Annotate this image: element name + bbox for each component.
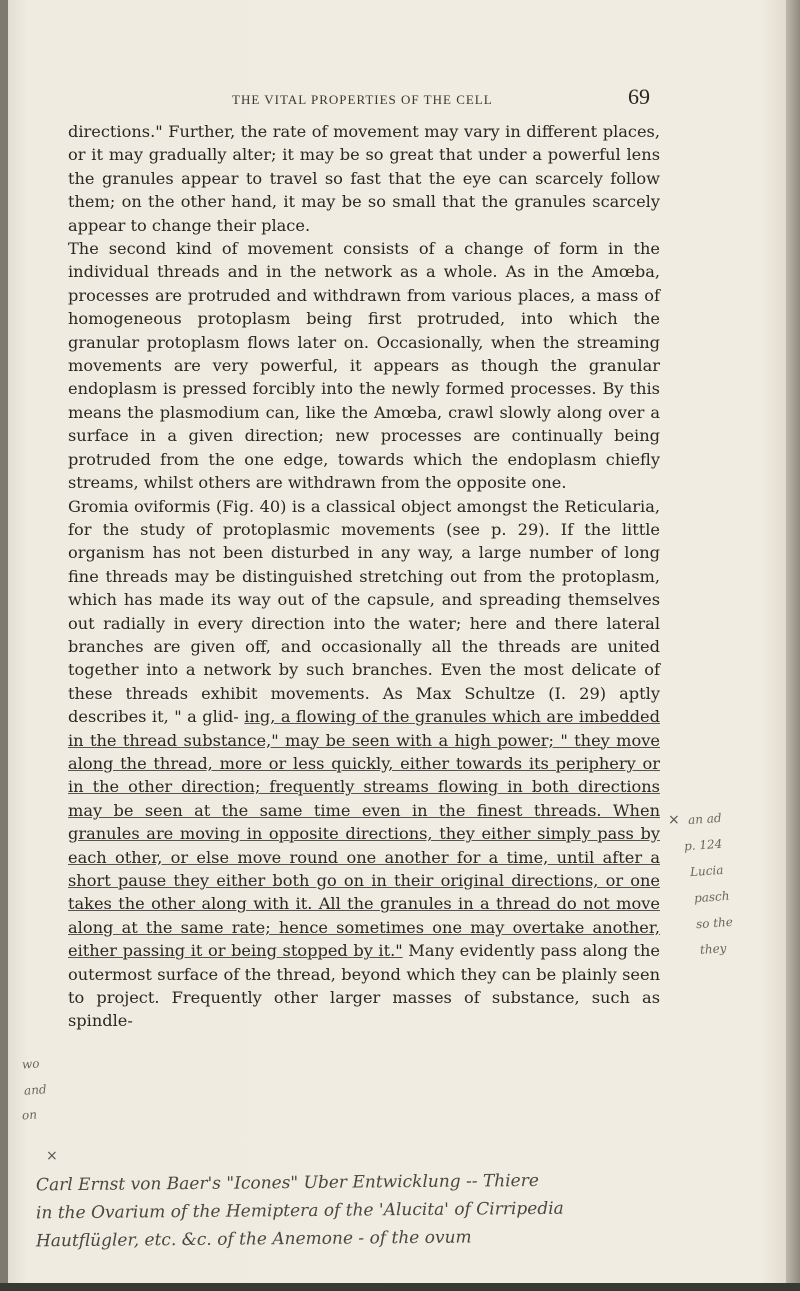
- margin-note: p. 124: [683, 836, 723, 854]
- page-bottom-edge: [0, 1283, 800, 1291]
- margin-note: Lucia: [689, 862, 724, 880]
- margin-note: and: [23, 1082, 48, 1098]
- handwritten-line: Hautflügler, etc. &c. of the Anemone - of the ovum: [35, 1227, 472, 1252]
- cross-mark-icon: ×: [668, 812, 680, 828]
- margin-note: wo: [21, 1056, 40, 1072]
- paragraph-3-underlined-quote: ing, a flowing of the granules which are imbedded in the thread substance," may be seen with a high power; " they move along the thread, more or less quickly, either towards its periphery or in the other direction; frequently streams flowing in both directions may be seen at the same time even in the finest threads. When granules are moving in opposite directions, they either simply pass by each other, or else move round one another for a time, until after a short pause they either both go on in their original directions, or one takes the other along with it. All the granules in a thread do not move along at the same rate; hence sometimes one may overtake another, either passing it or being stopped by it.": [68, 707, 660, 961]
- margin-note: an ad: [687, 810, 722, 828]
- margin-note: pasch: [693, 888, 730, 906]
- paragraph-1: directions." Further, the rate of movement may vary in different places, or it may gradually alter; it may be so great that under a powerful lens the granules appear to travel so fast that the eye can scarcely follow them; on the other hand, it may be so small that the granules scarcely appear to change their place.: [68, 122, 660, 235]
- paragraph-3-start: Gromia oviformis (Fig. 40) is a classical object amongst the Reticularia, for the study of protoplasmic movements (see p. 29). If the little organism has not been disturbed in any way, a large number of long fine threads may be distinguished stretching out from the protoplasm, which has made its way out of the capsule, and spreading themselves out radially in every direction into the water; here and there lateral branches are given off, and occasionally all the threads are united together into a network by such branches. Even the most delicate of these threads exhibit movements. As Max Schultze (I. 29) aptly describes it, " a glid-: [68, 496, 660, 727]
- margin-note: they: [699, 941, 727, 957]
- handwritten-footnote: [36, 1168, 796, 1252]
- paragraph-3: [68, 495, 660, 1033]
- page-number: 69: [628, 84, 650, 109]
- handwritten-line: Carl Ernst von Baer's "Icones" Uber Entwicklung -- Thiere: [35, 1170, 539, 1196]
- page-right-edge: [786, 0, 800, 1291]
- margin-note: so the: [695, 914, 734, 932]
- running-head: THE VITAL PROPERTIES OF THE CELL: [232, 92, 493, 107]
- body-text: [68, 120, 660, 1033]
- cross-mark-icon: ×: [46, 1148, 58, 1164]
- margin-note: on: [21, 1107, 38, 1123]
- page-left-edge: [0, 0, 8, 1291]
- handwritten-line: in the Ovarium of the Hemiptera of the 'Alucita' of Cirripedia: [35, 1198, 564, 1224]
- paragraph-3-end: Many evidently pass along the outermost surface of the thread, beyond which they can be plainly seen to project. Frequently other larger masses of substance, such as spindle-: [68, 941, 660, 1031]
- paragraph-2: The second kind of movement consists of a change of form in the individual threads and in the network as a whole. As in the Amœba, processes are protruded and withdrawn from various places, a mass of homogeneous protoplasm being first protruded, into which the granular protoplasm flows later on. Occasionally, when the streaming movements are very powerful, it appears as though the granular endoplasm is pressed forcibly into the newly formed processes. By this means the plasmodium can, like the Amœba, crawl slowly along over a surface in a given direction; new processes are continually being protruded from the one edge, towards which the endoplasm chiefly streams, whilst others are withdrawn from the opposite one.: [68, 239, 660, 493]
